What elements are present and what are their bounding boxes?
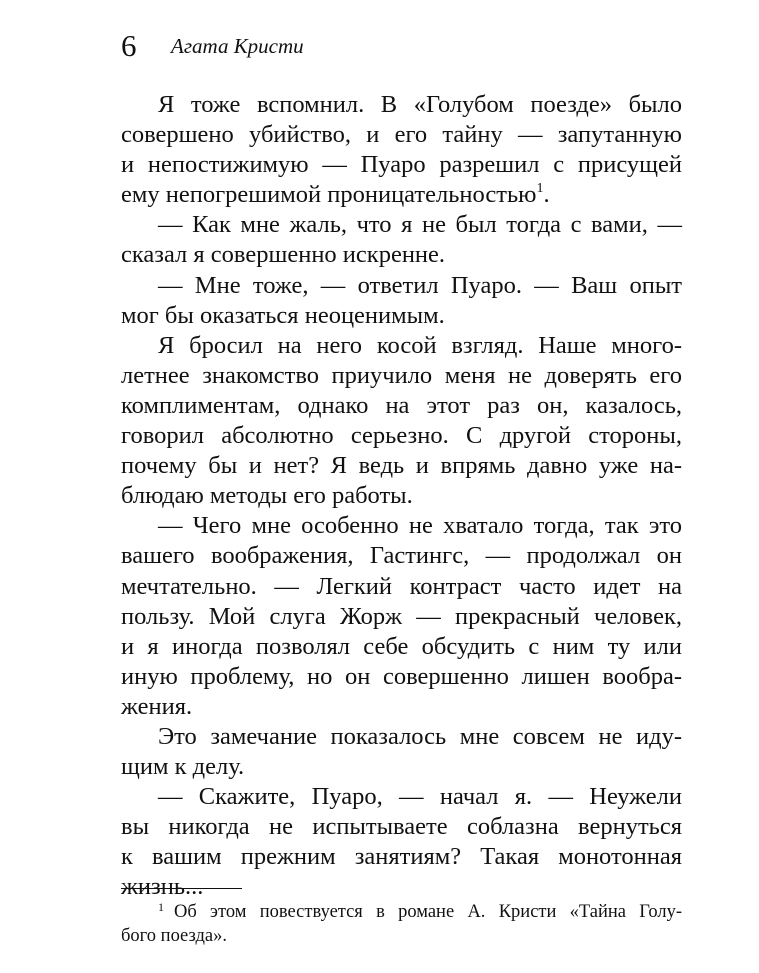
running-head-author: Агата Кристи xyxy=(171,34,304,58)
text-line: жизнь... xyxy=(121,873,204,901)
text-line: иную проблему, но он совершенно лишен вообра- xyxy=(121,662,682,690)
footnote-reference-tail: . xyxy=(543,181,550,209)
text-line: и непостижимую — Пуаро разрешил с присущей xyxy=(121,151,682,179)
footnote-number: 1 xyxy=(158,900,164,914)
footnote-line-content: Об этом повествуется в романе А. Кристи «Тайна Голу- xyxy=(174,902,682,922)
footnote xyxy=(121,900,682,948)
text-line: мечтательно. — Легкий контраст часто идет на xyxy=(121,572,682,600)
text-line: совершено убийство, и его тайну — запутанную xyxy=(121,121,682,149)
body-text xyxy=(121,90,682,903)
footnote-line xyxy=(121,900,682,924)
text-line: летнее знакомство приучило меня не доверять его xyxy=(121,361,682,389)
text-line: и я иногда позволял себе обсудить с ним ту или xyxy=(121,632,682,660)
text-line-content: ему непогрешимой проницательностью xyxy=(121,181,537,209)
text-line: к вашим прежним занятиям? Такая монотонная xyxy=(121,843,682,871)
text-line: мог бы оказаться неоценимым. xyxy=(121,301,445,329)
text-line: — Мне тоже, — ответил Пуаро. — Ваш опыт xyxy=(158,271,682,299)
text-line: Это замечание показалось мне совсем не иду- xyxy=(158,722,682,750)
text-line xyxy=(121,180,682,210)
text-line: жения. xyxy=(121,692,193,720)
text-line: вашего воображения, Гастингс, — продолжал он xyxy=(121,542,682,570)
text-line: — Чего мне особенно не хватало тогда, так это xyxy=(158,512,682,540)
page-number: 6 xyxy=(121,28,137,63)
text-line: пользу. Мой слуга Жорж — прекрасный человек, xyxy=(121,602,682,630)
text-line: сказал я совершенно искренне. xyxy=(121,241,446,269)
text-line: — Как мне жаль, что я не был тогда с вами, — xyxy=(158,211,682,239)
text-line: щим к делу. xyxy=(121,753,245,781)
text-line: вы никогда не испытываете соблазна вернуться xyxy=(121,813,682,841)
text-line: блюдаю методы его работы. xyxy=(121,482,413,510)
text-line: — Скажите, Пуаро, — начал я. — Неужели xyxy=(158,783,682,811)
text-line: почему бы и нет? Я ведь и впрямь давно уже на- xyxy=(121,452,682,480)
footnote-line: бого поезда». xyxy=(121,926,227,946)
text-line: комплиментам, однако на этот раз он, казалось, xyxy=(121,391,682,419)
text-line: Я тоже вспомнил. В «Голубом поезде» было xyxy=(158,91,682,118)
text-line: Я бросил на него косой взгляд. Наше много- xyxy=(158,331,682,359)
footnote-separator xyxy=(121,888,242,889)
text-line: говорил абсолютно серьезно. С другой стороны, xyxy=(121,422,682,450)
footnote-reference[interactable]: 1 xyxy=(536,181,544,197)
